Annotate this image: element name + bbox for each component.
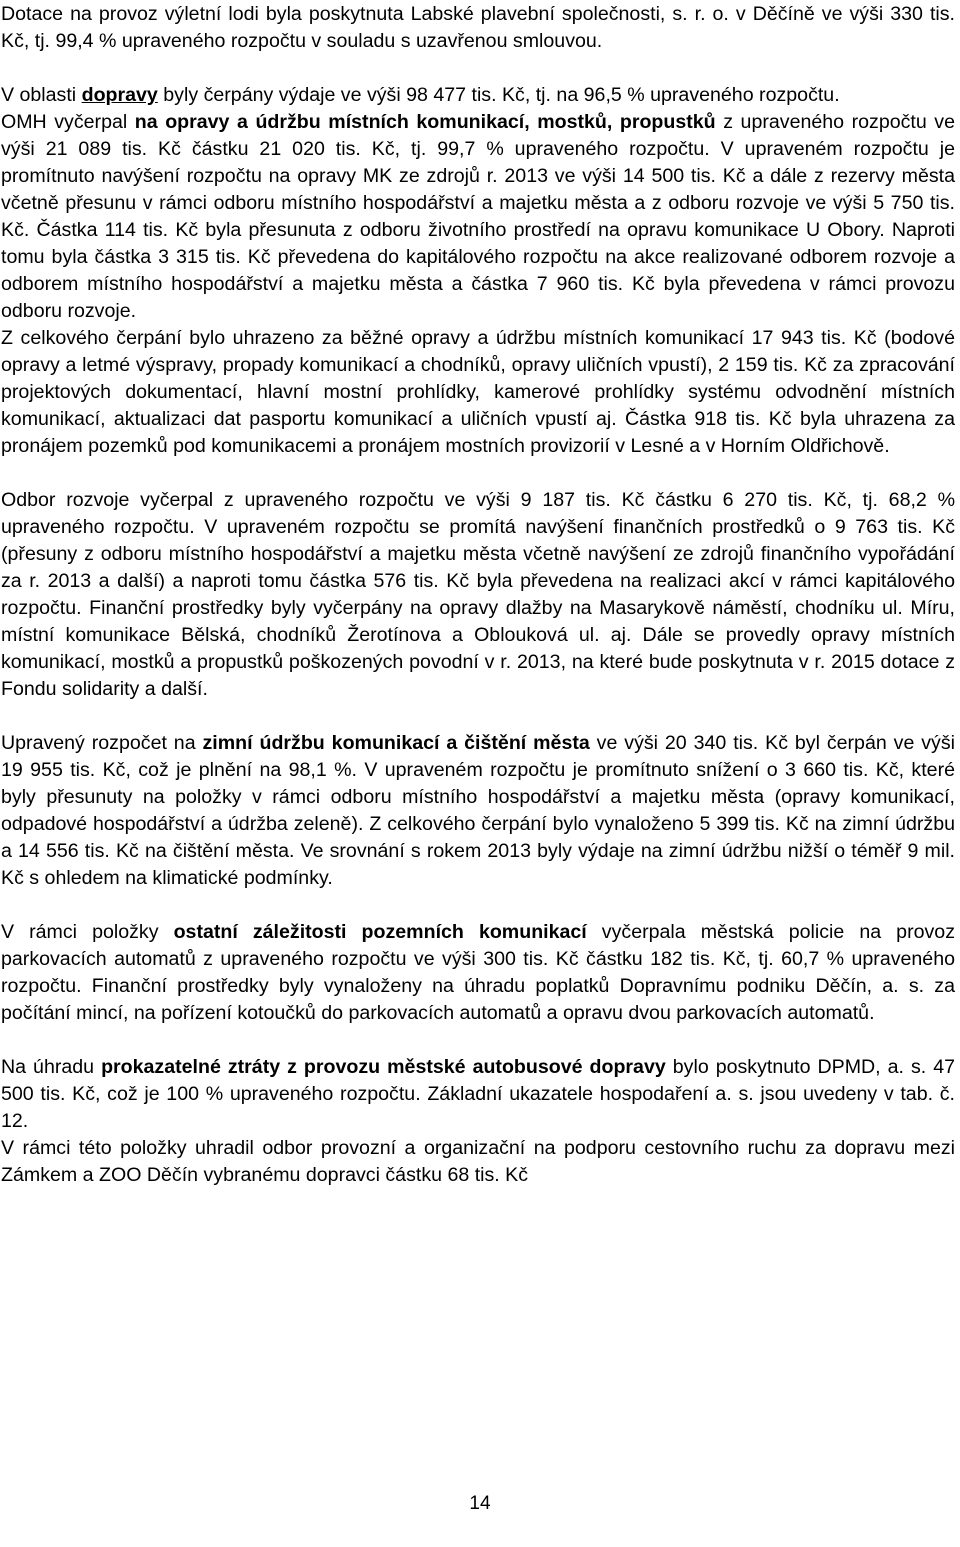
paragraph xyxy=(1,109,955,325)
paragraph xyxy=(1,1,955,55)
text-run: OMH vyčerpal xyxy=(1,111,135,133)
page-number: 14 xyxy=(469,1493,491,1514)
paragraph xyxy=(1,325,955,460)
paragraph xyxy=(1,730,955,892)
text-run: byly čerpány výdaje ve výši 98 477 tis. Kč, tj. na 96,5 % upraveného rozpočtu. xyxy=(157,84,840,106)
text-run: Na úhradu xyxy=(1,1056,102,1078)
bold-term: dopravy xyxy=(81,84,158,106)
text-run: Upravený rozpočet na xyxy=(1,732,203,754)
bold-term: na opravy a údržbu místních komunikací, mostků, propustků xyxy=(134,111,716,133)
bold-term: ostatní záležitosti pozemních komunikací xyxy=(173,921,587,943)
text-run: z upraveného rozpočtu ve výši 21 089 tis. Kč částku 21 020 tis. Kč, tj. 99,7 % upraveného rozpočtu. V upraveném rozpočtu je promítnuto navýšení rozpočtu na opravy MK ze zdrojů r. 2013 ve výši 14 500 tis. Kč a dále z rezervy města včetně přesunu v rámci odboru místního hospodářství a majetku města a z odboru rozvoje ve výši 5 750 tis. Kč. Částka 114 tis. Kč byla přesunuta z odboru životního prostředí na opravu komunikace U Obory. Naproti tomu byla částka 3 315 tis. Kč převedena do kapitálového rozpočtu na akce realizované odborem rozvoje a odborem místního hospodářství a majetku města a částka 7 960 tis. Kč byla převedena v rámci provozu odboru rozvoje. xyxy=(1,111,955,322)
paragraph xyxy=(1,1054,955,1135)
paragraph xyxy=(1,1135,955,1189)
text-run: Dotace na provoz výletní lodi byla poskytnuta Labské plavební společnosti, s. r. o. v Děčíně ve výši 330 tis. Kč, tj. 99,4 % upraveného rozpočtu v souladu s uzavřenou smlouvou. xyxy=(1,3,955,52)
text-run: ve výši 20 340 tis. Kč byl čerpán ve výši 19 955 tis. Kč, což je plnění na 98,1 %. V upraveném rozpočtu je promítnuto snížení o 3 660 tis. Kč, které byly přesunuty na položky v rámci odboru místního hospodářství a majetku města (opravy komunikací, odpadové hospodářství a údržba zeleně). Z celkového čerpání bylo vynaloženo 5 399 tis. Kč na zimní údržbu a 14 556 tis. Kč na čištění města. Ve srovnání s rokem 2013 byly výdaje na zimní údržbu nižší o téměř 9 mil. Kč s ohledem na klimatické podmínky. xyxy=(1,732,955,889)
paragraph xyxy=(1,487,955,703)
text-run: vyčerpala městská policie na provoz parkovacích automatů z upraveného rozpočtu ve výši 300 tis. Kč částku 182 tis. Kč, tj. 60,7 % upraveného rozpočtu. Finanční prostředky byly vynaloženy na úhradu poplatků Dopravnímu podniku Děčín, a. s. za počítání mincí, na pořízení kotoučků do parkovacích automatů a opravu dvou parkovacích automatů. xyxy=(1,921,955,1024)
text-run: V oblasti xyxy=(1,84,82,106)
text-run: V rámci položky xyxy=(1,921,174,943)
document-body xyxy=(1,1,955,1189)
paragraph xyxy=(1,919,955,1027)
paragraph xyxy=(1,82,955,109)
text-run: bylo poskytnuto DPMD, a. s. 47 500 tis. Kč, což je 100 % upraveného rozpočtu. Základní ukazatele hospodaření a. s. jsou uvedeny v tab. č. 12. xyxy=(1,1056,956,1132)
bold-term: zimní údržbu komunikací a čištění města xyxy=(202,732,590,754)
text-run: Z celkového čerpání bylo uhrazeno za běžné opravy a údržbu místních komunikací 17 943 tis. Kč (bodové opravy a letmé výspravy, propady komunikací a chodníků, opravy uličních vpustí), 2 159 tis. Kč za zpracování projektových dokumentací, hlavní mostní prohlídky, kamerové prohlídky systému odvodnění místních komunikací, aktualizaci dat pasportu komunikací a uličních vpustí aj. Částka 918 tis. Kč byla uhrazena za pronájem pozemků pod komunikacemi a pronájem mostních provizorií v Lesné a v Horním Oldřichově. xyxy=(1,327,955,457)
text-run: V rámci této položky uhradil odbor provozní a organizační na podporu cestovního ruchu za dopravu mezi Zámkem a ZOO Děčín vybranému dopravci částku 68 tis. Kč xyxy=(1,1137,955,1186)
text-run: Odbor rozvoje vyčerpal z upraveného rozpočtu ve výši 9 187 tis. Kč částku 6 270 tis. Kč, tj. 68,2 % upraveného rozpočtu. V upraveném rozpočtu se promítá navýšení finančních prostředků o 9 763 tis. Kč (přesuny z odboru místního hospodářství a majetku města včetně navýšení ze zdrojů finančního vypořádání za r. 2013 a další) a naproti tomu částka 576 tis. Kč byla převedena na realizaci akcí v rámci kapitálového rozpočtu. Finanční prostředky byly vyčerpány na opravy dlažby na Masarykově náměstí, chodníku ul. Míru, místní komunikace Bělská, chodníků Žerotínova a Oblouková ul. aj. Dále se provedly opravy místních komunikací, mostků a propustků poškozených povodní v r. 2013, na které bude poskytnuta v r. 2015 dotace z Fondu solidarity a další. xyxy=(1,489,955,700)
bold-term: prokazatelné ztráty z provozu městské autobusové dopravy xyxy=(101,1056,666,1078)
